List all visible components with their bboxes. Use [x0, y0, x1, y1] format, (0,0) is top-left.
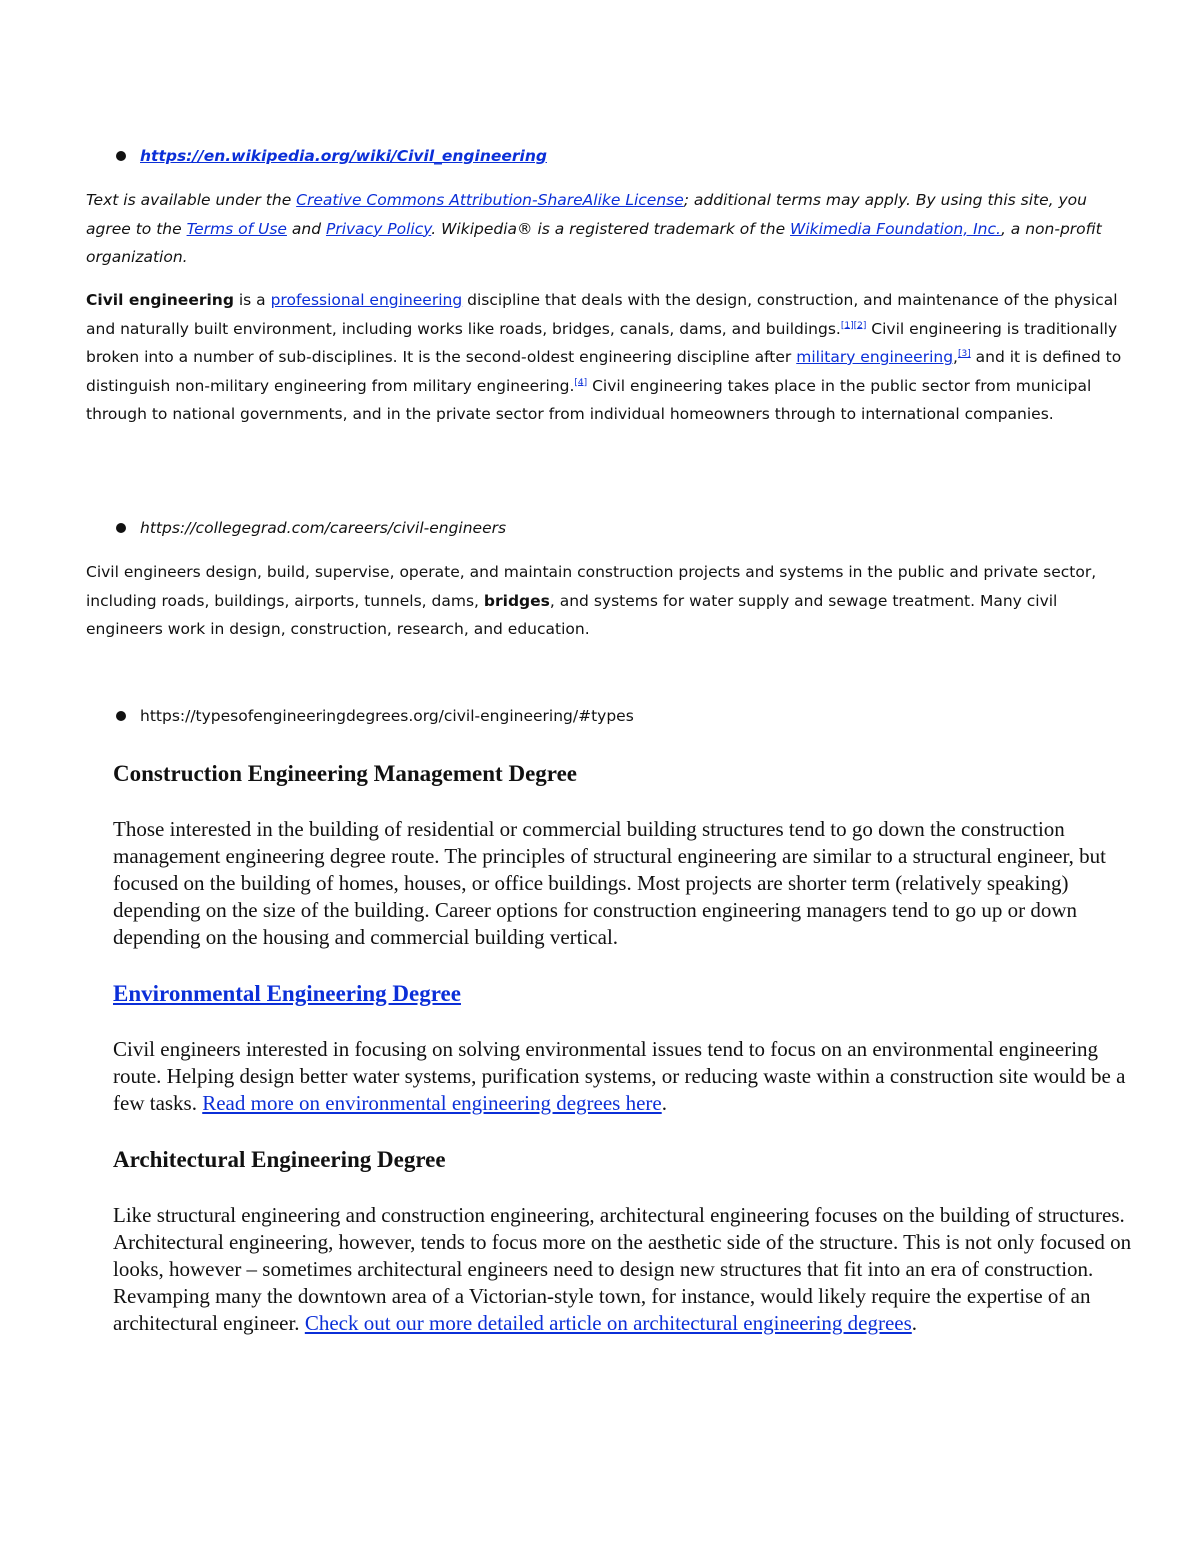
citation-4 — [574, 377, 587, 387]
citation-3 — [958, 349, 971, 359]
cc-license-link[interactable]: Creative Commons Attribution-ShareAlike License — [296, 191, 684, 209]
wiki-text-6: Civil engineering takes place in the public sector from municipal through to national governments, and in the private sector from individual homeowners through to international companies. — [86, 376, 1092, 423]
construction-paragraph: Those interested in the building of residential or commercial building structures tend to go down the construction management engineering degree route. The principles of structural engineering are similar to a structural engineer, but focused on the building of homes, houses, or office buildings. Most projects are shorter term (relatively speaking) depending on the size of the building. Career options for construction engineering managers tend to go up or down depending on the housing and commercial building vertical. — [113, 817, 1106, 949]
bullet-icon — [116, 151, 126, 161]
license-text-3: and — [286, 219, 326, 238]
architectural-heading: Architectural Engineering Degree — [113, 1147, 446, 1172]
architectural-article-link[interactable]: Check out our more detailed article on architectural engineering degrees — [304, 1311, 912, 1335]
environmental-paragraph — [113, 1036, 1143, 1117]
license-text-1: Text is available under the — [86, 191, 297, 209]
architectural-body: Like structural engineering and construction engineering, architectural engineering focuses on the building of structures. Architectural engineering, however, tends to focus more on the aesthetic side of the structure. This is not only focused on looks, however – sometimes architectural engineers need to design new structures that fit into an era of construction. Revamping many the downtown area of a Victorian-style town, for instance, would likely require the expertise of an architectural engineer. — [113, 1203, 1132, 1335]
wiki-text-5: and it is defined to distinguish non-military engineering from military engineering. — [86, 348, 1122, 395]
collegegrad-text-1: Civil engineers design, build, supervise, operate, and maintain construction projects and systems in the public and private sector, including roads, buildings, airports, tunnels, dams, — [86, 563, 1097, 610]
wikipedia-paragraph — [86, 286, 1126, 429]
construction-heading: Construction Engineering Management Degree — [113, 761, 577, 786]
wiki-text-2: discipline that deals with the design, construction, and maintenance of the physical and naturally built environment, including works like roads, bridges, canals, dams, and buildings. — [86, 291, 1118, 338]
citation-4-link[interactable]: [4] — [574, 377, 588, 388]
wikimedia-foundation-link[interactable]: Wikimedia Foundation, Inc. — [790, 219, 1001, 238]
environmental-read-more-link[interactable]: Read more on environmental engineering degrees here — [202, 1091, 662, 1115]
environmental-body: Civil engineers interested in focusing on solving environmental issues tend to focus on an environmental engineering route. Helping design better water systems, purification systems, or reducing waste within a construction site would be a few tasks. — [113, 1037, 1126, 1115]
environmental-end: . — [661, 1091, 667, 1115]
architectural-paragraph — [113, 1202, 1143, 1337]
citation-2-link[interactable]: [2] — [853, 320, 867, 331]
citation-1-2 — [841, 320, 867, 330]
collegegrad-url: https://collegegrad.com/careers/civil-engineers — [140, 519, 507, 537]
civil-engineering-term: Civil engineering — [86, 291, 234, 309]
source-bullet-wikipedia — [116, 142, 547, 171]
license-text-4: . Wikipedia® is a registered trademark of the — [431, 219, 791, 238]
license-text-5: , a non-profit organization. — [86, 219, 1102, 266]
source-bullet-collegegrad — [116, 514, 506, 543]
license-notice — [86, 186, 1126, 272]
wiki-text-3: Civil engineering is traditionally broken into a number of sub-disciplines. It is the second-oldest engineering discipline after — [86, 319, 1118, 366]
professional-engineering-link[interactable]: professional engineering — [270, 291, 463, 309]
source-bullet-typesofengineering — [116, 702, 634, 731]
license-text-2: ; additional terms may apply. By using this site, you agree to the — [86, 191, 1087, 238]
bullet-icon — [116, 711, 126, 721]
architectural-end: . — [911, 1311, 918, 1335]
collegegrad-paragraph — [86, 558, 1126, 644]
wiki-text-4: , — [953, 348, 958, 366]
bullet-icon — [116, 523, 126, 533]
environmental-heading — [113, 980, 461, 1008]
wikipedia-url-link[interactable]: https://en.wikipedia.org/wiki/Civil_engineering — [140, 147, 547, 165]
citation-1-link[interactable]: [1] — [840, 320, 854, 331]
citation-3-link[interactable]: [3] — [957, 348, 971, 359]
environmental-heading-link[interactable]: Environmental Engineering Degree — [113, 981, 461, 1006]
terms-of-use-link[interactable]: Terms of Use — [186, 219, 287, 238]
military-engineering-link[interactable]: military engineering — [796, 348, 954, 366]
wiki-text-1: is a — [233, 291, 271, 309]
typesofengineering-url: https://typesofengineeringdegrees.org/civil-engineering/#types — [140, 707, 634, 725]
collegegrad-text-2: , and systems for water supply and sewage treatment. Many civil engineers work in design, construction, research, and education. — [86, 591, 1058, 638]
bridges-term: bridges — [483, 591, 550, 610]
privacy-policy-link[interactable]: Privacy Policy — [325, 219, 432, 238]
